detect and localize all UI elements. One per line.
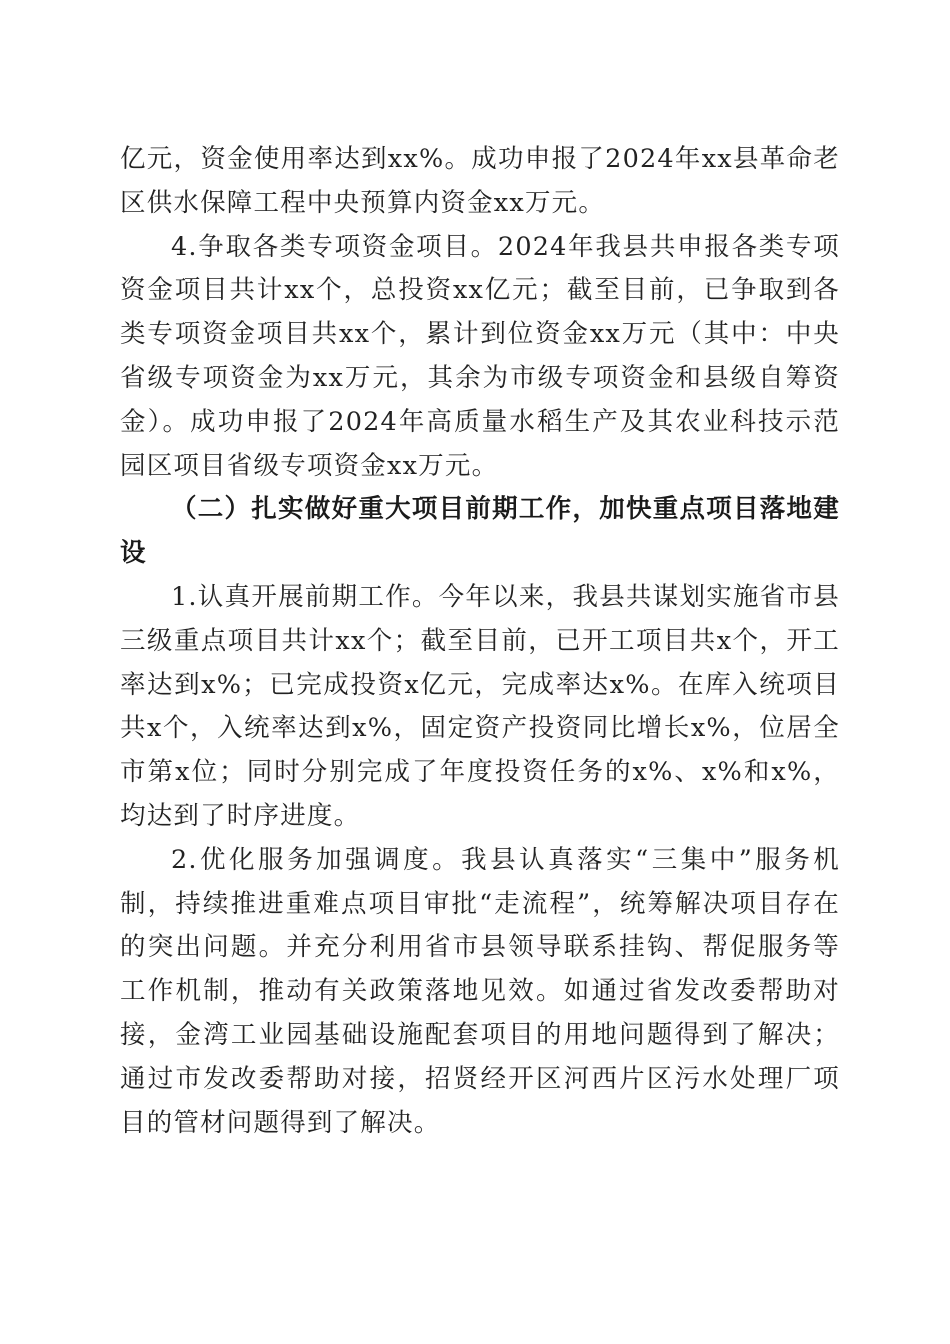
document-body [120, 138, 840, 1145]
paragraph-item-4: 4.争取各类专项资金项目。2024年我县共申报各类专项资金项目共计xx个，总投资xx亿元；截至目前，已争取到各类专项资金项目共xx个，累计到位资金xx万元（其中：中央省级专项资金为xx万元，其余为市级专项资金和县级自筹资金）。成功申报了2024年高质量水稻生产及其农业科技示范园区项目省级专项资金xx万元。 [120, 231, 840, 481]
paragraph-item-1: 1.认真开展前期工作。今年以来，我县共谋划实施省市县三级重点项目共计xx个；截至目前，已开工项目共x个，开工率达到x%；已完成投资x亿元，完成率达x%。在库入统项目共x个，入统率达到x%，固定资产投资同比增长x%，位居全市第x位；同时分别完成了年度投资任务的x%、x%和x%，均达到了时序进度。 [120, 581, 840, 831]
section-heading-2: （二）扎实做好重大项目前期工作，加快重点项目落地建设 [120, 494, 840, 569]
paragraph-continuation: 亿元，资金使用率达到xx%。成功申报了2024年xx县革命老区供水保障工程中央预算内资金xx万元。 [120, 144, 840, 218]
paragraph-item-2: 2.优化服务加强调度。我县认真落实“三集中”服务机制，持续推进重难点项目审批“走流程”，统筹解决项目存在的突出问题。并充分利用省市县领导联系挂钩、帮促服务等工作机制，推动有关政策落地见效。如通过省发改委帮助对接，金湾工业园基础设施配套项目的用地问题得到了解决；通过市发改委帮助对接，招贤经开区河西片区污水处理厂项目的管材问题得到了解决。 [120, 844, 840, 1138]
